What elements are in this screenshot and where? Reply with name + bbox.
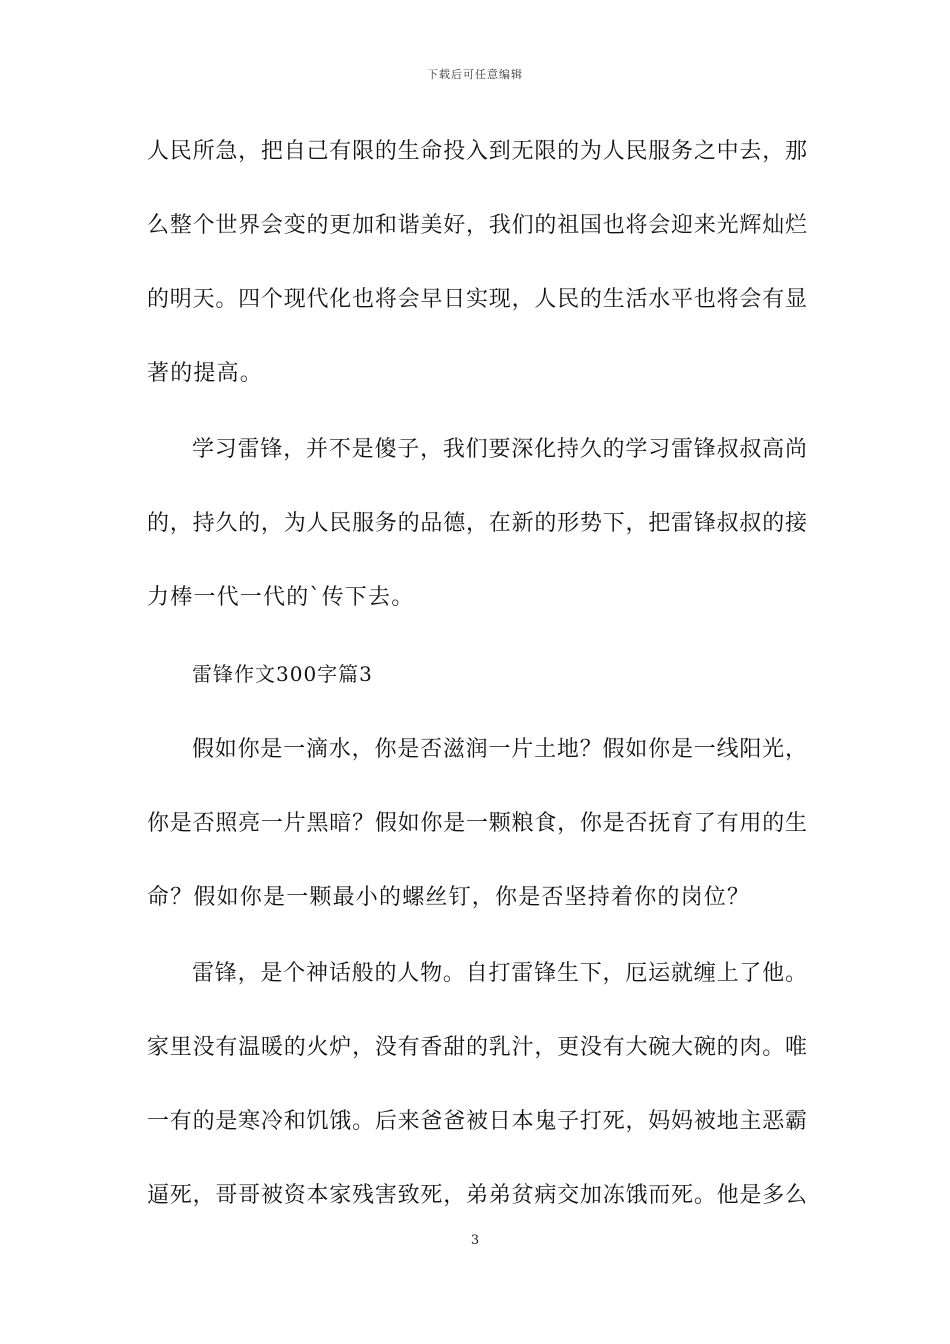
page-header-note: 下载后可任意编辑	[427, 68, 523, 81]
page-number: 3	[470, 1233, 480, 1248]
paragraph-3-line-2: 你是否照亮一片黑暗？假如你是一颗粮食，你是否抚育了有用的生	[147, 811, 807, 836]
paragraph-3-line-1: 假如你是一滴水，你是否滋润一片土地？假如你是一线阳光，	[192, 737, 807, 762]
paragraph-4-line-4: 逼死，哥哥被资本家残害致死，弟弟贫病交加冻饿而死。他是多么	[147, 1183, 807, 1208]
paragraph-4-line-2: 家里没有温暖的火炉，没有香甜的乳汁，更没有大碗大碗的肉。唯	[147, 1035, 807, 1060]
paragraph-1-line-4: 著的提高。	[147, 361, 264, 386]
paragraph-3-line-3: 命？假如你是一颗最小的螺丝钉，你是否坚持着你的岗位？	[147, 885, 751, 910]
paragraph-2-line-3: 力棒一代一代的`传下去。	[147, 585, 415, 610]
paragraph-2-line-2: 的，持久的，为人民服务的品德，在新的形势下，把雷锋叔叔的接	[147, 511, 807, 536]
paragraph-2-line-1: 学习雷锋，并不是傻子，我们要深化持久的学习雷锋叔叔高尚	[192, 437, 807, 462]
paragraph-1-line-2: 么整个世界会变的更加和谐美好，我们的祖国也将会迎来光辉灿烂	[147, 213, 807, 238]
paragraph-4-line-3: 一有的是寒冷和饥饿。后来爸爸被日本鬼子打死，妈妈被地主恶霸	[147, 1109, 807, 1134]
paragraph-1-line-3: 的明天。四个现代化也将会早日实现，人民的生活水平也将会有显	[147, 287, 807, 312]
paragraph-4-line-1: 雷锋，是个神话般的人物。自打雷锋生下，厄运就缠上了他。	[192, 961, 807, 986]
paragraph-1-line-1: 人民所急，把自己有限的生命投入到无限的为人民服务之中去，那	[147, 139, 807, 164]
section-heading: 雷锋作文300字篇3	[192, 662, 373, 686]
